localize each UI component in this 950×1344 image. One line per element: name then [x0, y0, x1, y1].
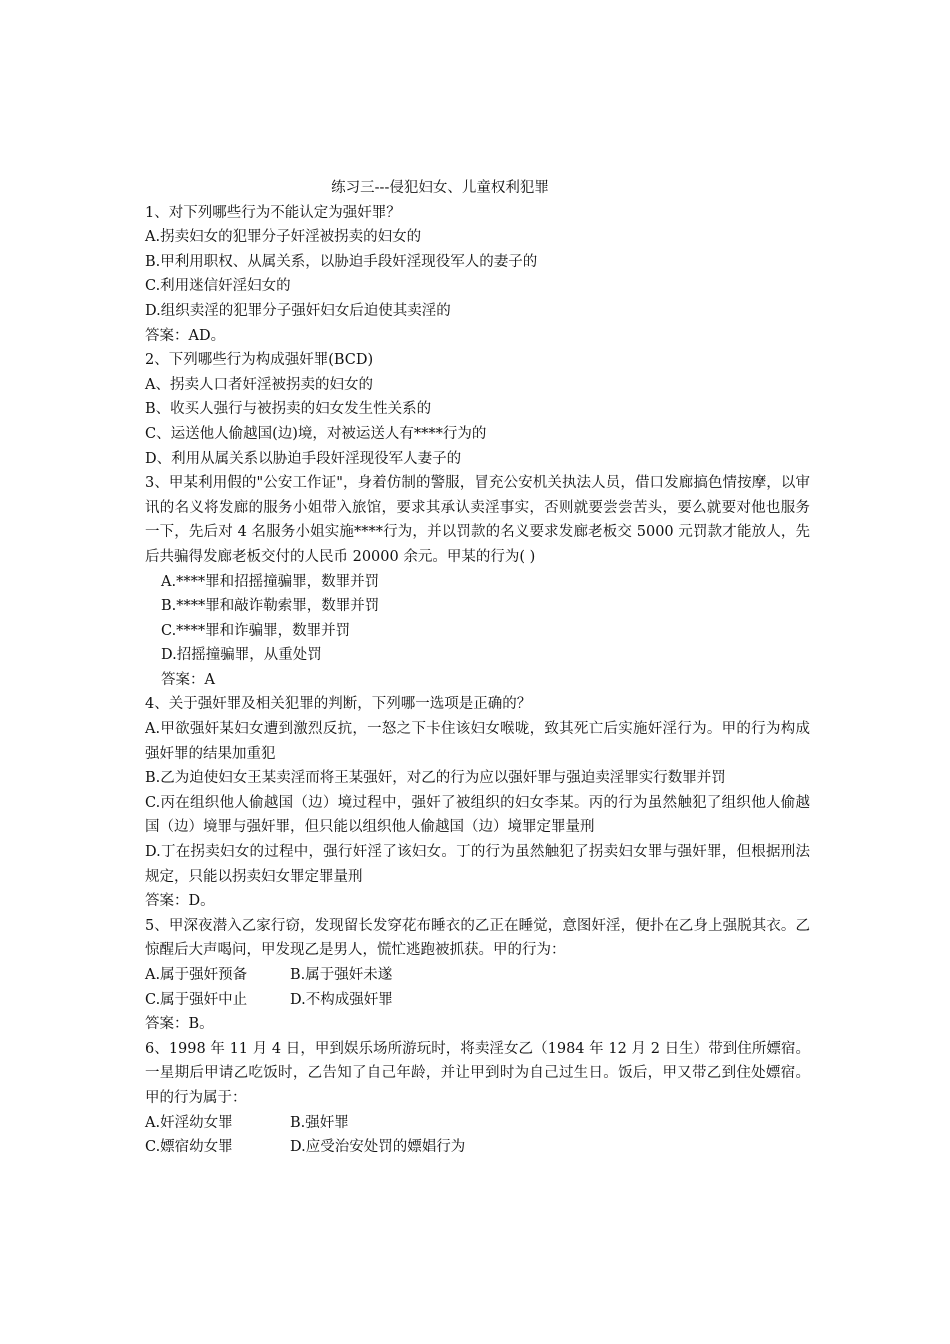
q4-option-c: C.丙在组织他人偷越国（边）境过程中，强奸了被组织的妇女李某。丙的行为虽然触犯了组织他人偷越国（边）境罪与强奸罪，但只能以组织他人偷越国（边）境罪定罪量刑: [145, 794, 810, 836]
document-body: [145, 176, 810, 1160]
q5-options-row-1: [145, 963, 810, 988]
q6-option-a: A.奸淫幼女罪: [145, 1114, 233, 1131]
document-title: 练习三---侵犯妇女、儿童权利犯罪: [331, 180, 549, 196]
q3-option-a: A.****罪和招摇撞骗罪，数罪并罚: [161, 573, 380, 590]
q2-option-c: C、运送他人偷越国(边)境，对被运送人有****行为的: [145, 425, 487, 442]
q4-stem: 4、关于强奸罪及相关犯罪的判断，下列哪一选项是正确的？: [145, 696, 532, 713]
q6-option-c: C.嫖宿幼女罪: [145, 1139, 233, 1156]
q2-option-a: A、拐卖人口者奸淫被拐卖的妇女的: [145, 376, 373, 393]
q1-option-b: B.甲利用职权、从属关系，以胁迫手段奸淫现役军人的妻子的: [145, 253, 538, 270]
q1-option-a: A.拐卖妇女的犯罪分子奸淫被拐卖的妇女的: [145, 229, 422, 246]
q5-option-d: D.不构成强奸罪: [290, 991, 393, 1008]
q3-option-c: C.****罪和诈骗罪，数罪并罚: [161, 622, 351, 639]
q1-option-c: C.利用迷信奸淫妇女的: [145, 278, 291, 295]
q6-option-b: B.强奸罪: [290, 1114, 349, 1131]
q4-option-b: B.乙为迫使妇女王某卖淫而将王某强奸，对乙的行为应以强奸罪与强迫卖淫罪实行数罪并罚: [145, 770, 726, 787]
q6-options-row-1: [145, 1111, 810, 1136]
q3-option-b: B.****罪和敲诈勒索罪，数罪并罚: [161, 598, 380, 615]
q5-option-a: A.属于强奸预备: [145, 967, 248, 983]
q3-option-d: D.招摇撞骗罪，从重处罚: [161, 647, 322, 664]
q1-stem: 1、对下列哪些行为不能认定为强奸罪？: [145, 204, 401, 221]
q3-answer: 答案：A: [161, 671, 215, 688]
q6-options-row-2: [145, 1135, 810, 1160]
q5-answer: 答案：B。: [145, 1016, 214, 1033]
q2-option-d: D、利用从属关系以胁迫手段奸淫现役军人妻子的: [145, 450, 462, 467]
q4-option-a: A.甲欲强奸某妇女遭到激烈反抗，一怒之下卡住该妇女喉咙，致其死亡后实施奸淫行为。甲的行为构成强奸罪的结果加重犯: [145, 721, 810, 762]
q1-option-d: D.组织卖淫的犯罪分子强奸妇女后迫使其卖淫的: [145, 302, 451, 319]
q2-stem: 2、下列哪些行为构成强奸罪(BCD): [145, 352, 374, 369]
q2-option-b: B、收买人强行与被拐卖的妇女发生性关系的: [145, 401, 432, 418]
q6-option-d: D.应受治安处罚的嫖娼行为: [290, 1139, 466, 1156]
q5-option-b: B.属于强奸未遂: [290, 967, 393, 983]
q6-stem: 6、1998 年 11 月 4 日，甲到娱乐场所游玩时，将卖淫女乙（1984 年 12 月 2 日生）带到住所嫖宿。一星期后甲请乙吃饭时，乙告知了自己年龄，并让甲到时为自己过生日。饭后，甲又带乙到住处嫖宿。甲的行为属于：: [145, 1040, 810, 1106]
q4-answer: 答案：D。: [145, 893, 215, 910]
q5-options-row-2: [145, 988, 810, 1013]
q5-stem: 5、甲深夜潜入乙家行窃，发现留长发穿花布睡衣的乙正在睡觉，意图奸淫，便扑在乙身上强脱其衣。乙惊醒后大声喝问，甲发现乙是男人，慌忙逃跑被抓获。甲的行为：: [145, 917, 810, 959]
q3-stem: 3、甲某利用假的"公安工作证"，身着仿制的警服，冒充公安机关执法人员，借口发廊搞色情按摩，以审讯的名义将发廊的服务小姐带入旅馆，要求其承认卖淫事实，否则就要尝尝苦头，要么就要对他也服务一下，先后对 4 名服务小姐实施****行为，并以罚款的名义要求发廊老板交 5000 元罚款才能放人，先后共骗得发廊老板交付的人民币 20000 余元。甲某的行为( ): [145, 475, 810, 565]
q1-answer: 答案：AD。: [145, 327, 226, 344]
q4-option-d: D.丁在拐卖妇女的过程中，强行奸淫了该妇女。丁的行为虽然触犯了拐卖妇女罪与强奸罪，但根据刑法规定，只能以拐卖妇女罪定罪量刑: [145, 844, 810, 885]
q5-option-c: C.属于强奸中止: [145, 991, 248, 1008]
